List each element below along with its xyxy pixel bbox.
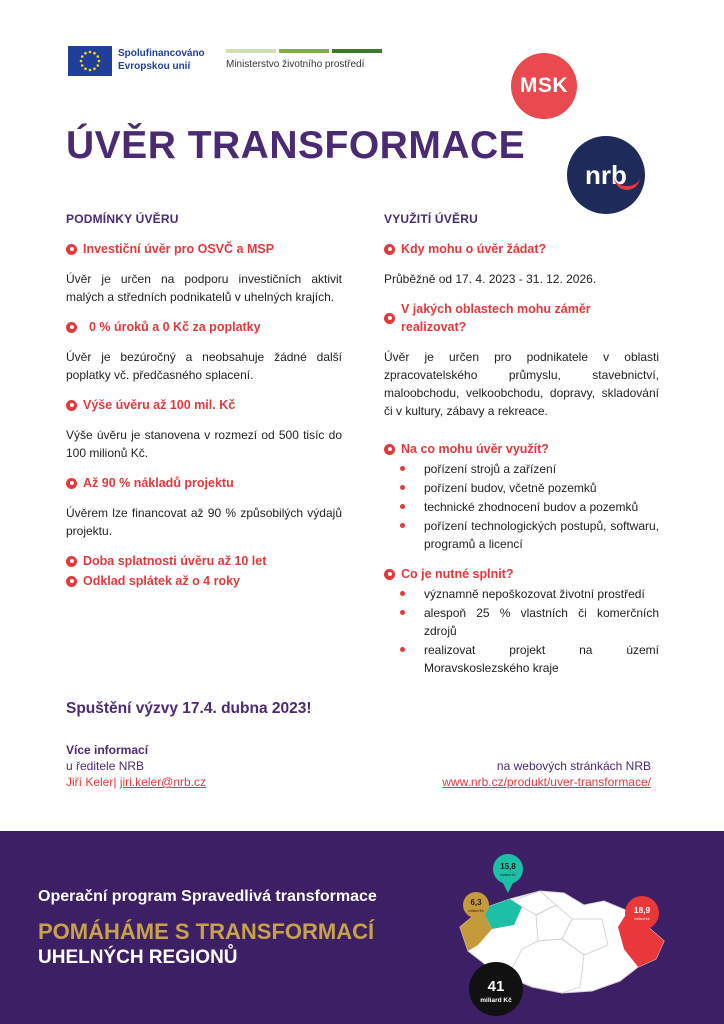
list-item: pořízení technologických postupů, softwaru, programů a licencí xyxy=(400,517,659,553)
launch-announcement: Spuštění výzvy 17.4. dubna 2023! xyxy=(66,700,312,717)
list-item: pořízení budov, včetně pozemků xyxy=(400,479,659,497)
loan-conditions-column xyxy=(66,210,342,602)
web-info xyxy=(442,758,651,790)
logo-bar xyxy=(68,46,388,80)
eu-text-line-2: Evropskou unií xyxy=(118,61,191,72)
list-item: realizovat projekt na území Moravskoslezského kraje xyxy=(400,641,659,677)
usage-list xyxy=(400,460,659,553)
eu-text-line-1: Spolufinancováno xyxy=(118,48,205,59)
requirements-list xyxy=(400,585,659,677)
pin-value-c: 18,9 xyxy=(633,905,651,915)
condition-item xyxy=(66,552,342,570)
msk-logo: MSK xyxy=(511,53,577,119)
condition-label: Doba splatnosti úvěru až 10 let xyxy=(83,554,267,568)
condition-text: Úvěrem lze financovat až 90 % způsobilých výdajů projektu. xyxy=(66,506,342,538)
contact-info xyxy=(66,742,206,790)
list-item: alespoň 25 % vlastních či komerčních zdrojů xyxy=(400,604,659,640)
total-value: 41 xyxy=(487,978,505,995)
condition-item xyxy=(66,318,342,336)
total-amount-badge xyxy=(469,962,523,1016)
bullet-circle-icon xyxy=(384,444,395,455)
section-heading-conditions: PODMÍNKY ÚVĚRU xyxy=(66,212,179,226)
bullet-circle-icon xyxy=(384,313,395,324)
bullet-circle-icon xyxy=(66,244,77,255)
czech-map-graphic xyxy=(452,849,674,1021)
answer-text: Průběžně od 17. 4. 2023 - 31. 12. 2026. xyxy=(384,272,597,286)
footer-slogan-2: UHELNÝCH REGIONŮ xyxy=(38,947,238,968)
bullet-circle-icon xyxy=(66,576,77,587)
condition-item xyxy=(66,572,342,590)
condition-text: Úvěr je určen na podporu investičních aktivit malých a středních podnikatelů v uhelných krajích. xyxy=(66,272,342,304)
question-item xyxy=(384,240,659,258)
contact-line xyxy=(66,774,206,790)
condition-item xyxy=(66,240,342,258)
bullet-circle-icon xyxy=(66,556,77,567)
question-label: V jakých oblastech mohu záměr realizovat? xyxy=(401,302,591,334)
pin-unit-b: miliard Kč xyxy=(468,909,484,913)
question-item xyxy=(384,565,659,583)
question-label: Co je nutné splnit? xyxy=(401,567,514,581)
footer-banner xyxy=(0,831,724,1024)
ministry-color-bars xyxy=(226,49,382,53)
pin-value-b: 6,3 xyxy=(470,898,482,907)
list-item: technické zhodnocení budov a pozemků xyxy=(400,498,659,516)
condition-item xyxy=(66,474,342,492)
bullet-circle-icon xyxy=(66,478,77,489)
question-label: Na co mohu úvěr využít? xyxy=(401,442,549,456)
question-label: Kdy mohu o úvěr žádat? xyxy=(401,242,547,256)
web-link[interactable]: www.nrb.cz/produkt/uver-transformace/ xyxy=(442,775,651,789)
more-info-sub: u ředitele NRB xyxy=(66,759,145,773)
question-item xyxy=(384,300,659,336)
ministry-name: Ministerstvo životního prostředí xyxy=(226,59,365,70)
loan-usage-column xyxy=(384,210,659,689)
condition-label: Výše úvěru až 100 mil. Kč xyxy=(83,398,236,412)
eu-cofinance-text xyxy=(118,47,205,73)
condition-text: Úvěr je bezúročný a neobsahuje žádné další poplatky vč. předčasného splacení. xyxy=(66,350,342,382)
list-item: významně nepoškozovat životní prostředí xyxy=(400,585,659,603)
condition-label: Až 90 % nákladů projektu xyxy=(83,476,234,490)
page-title: ÚVĚR TRANSFORMACE xyxy=(66,124,526,167)
total-unit: miliard Kč xyxy=(480,997,512,1004)
more-info-heading: Více informací xyxy=(66,743,149,757)
list-item: pořízení strojů a zařízení xyxy=(400,460,659,478)
contact-email-link[interactable]: jiri.keler@nrb.cz xyxy=(119,775,207,789)
section-heading-usage: VYUŽITÍ ÚVĚRU xyxy=(384,212,478,226)
map-pin-ustecky xyxy=(493,854,523,893)
pin-unit-c: miliard Kč xyxy=(634,917,650,921)
condition-label: Odklad splátek až o 4 roky xyxy=(83,574,241,588)
condition-label: Investiční úvěr pro OSVČ a MSP xyxy=(83,242,275,256)
web-info-sub: na webových stránkách NRB xyxy=(496,759,651,773)
ministry-logo xyxy=(226,49,382,70)
nrb-logo: nrb xyxy=(567,136,645,214)
bullet-circle-icon xyxy=(66,400,77,411)
footer-slogan-1: POMÁHÁME S TRANSFORMACÍ xyxy=(38,919,375,944)
question-item xyxy=(384,440,659,458)
bullet-circle-icon xyxy=(384,244,395,255)
condition-label: 0 % úroků a 0 Kč za poplatky xyxy=(89,320,261,334)
condition-text: Výše úvěru je stanovena v rozmezí od 500 tisíc do 100 milionů Kč. xyxy=(66,428,342,460)
pin-value-a: 15,8 xyxy=(500,862,516,871)
answer-text: Úvěr je určen pro podnikatele v oblasti zpracovatelského průmyslu, stavebnictví, maloobchodu, velkoobchodu, dopravy, skladování či v kultury, zábavy a rekreace. xyxy=(384,350,659,418)
eu-flag-icon xyxy=(68,46,112,76)
pin-unit-a: miliard Kč xyxy=(500,873,516,877)
bullet-circle-icon xyxy=(66,322,77,333)
bullet-circle-icon xyxy=(384,569,395,580)
condition-item xyxy=(66,396,342,414)
footer-program-title: Operační program Spravedlivá transformace xyxy=(38,888,377,905)
contact-name: Jiří Keler| xyxy=(66,775,117,789)
